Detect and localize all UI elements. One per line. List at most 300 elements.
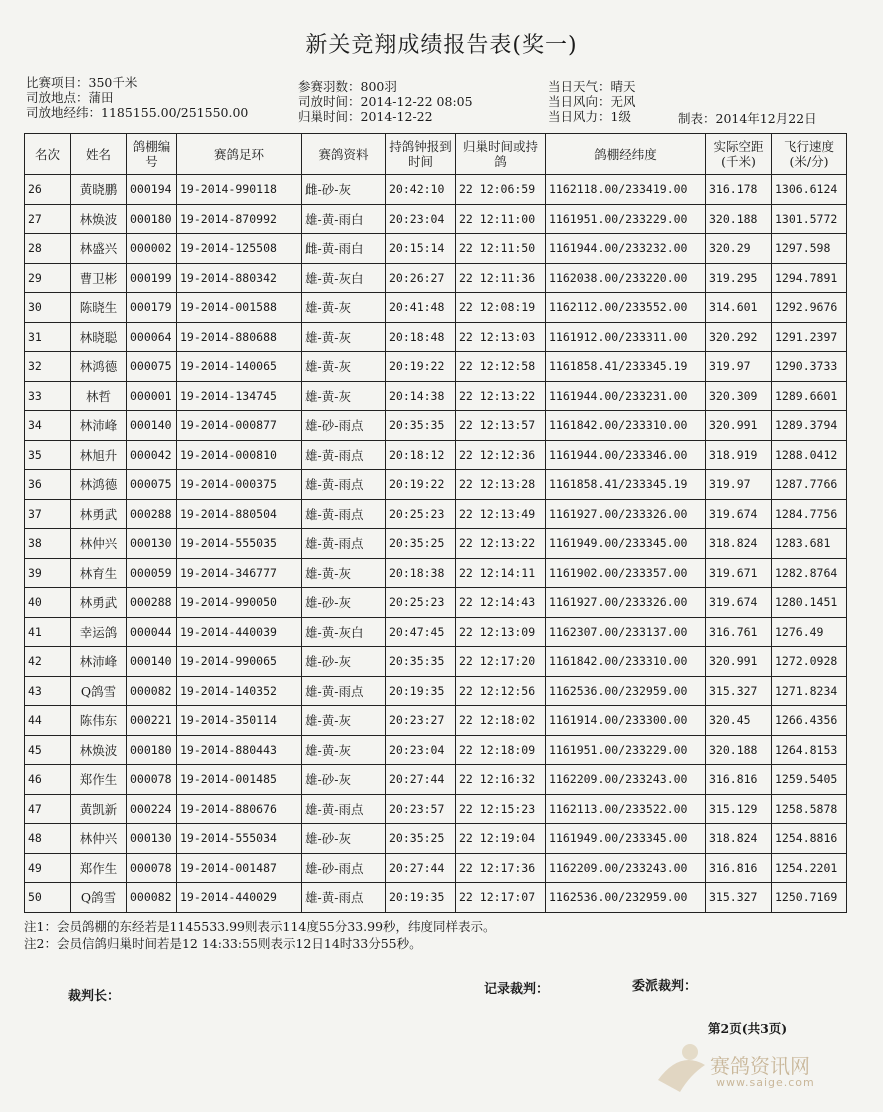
cell-loft-no: 000064 — [127, 322, 177, 352]
cell-clock-time: 20:35:35 — [386, 647, 456, 677]
cell-return-time: 22 12:17:07 — [456, 883, 546, 913]
table-row — [25, 204, 847, 234]
cell-distance: 316.816 — [706, 853, 772, 883]
cell-loft-no: 000078 — [127, 765, 177, 795]
cell-speed: 1301.5772 — [772, 204, 847, 234]
cell-distance: 320.292 — [706, 322, 772, 352]
cell-return-time: 22 12:13:22 — [456, 381, 546, 411]
cell-bird-info: 雄-黄-雨点 — [302, 883, 386, 913]
info-release-site: 司放地点：蒲田 — [26, 90, 114, 105]
cell-ring: 19-2014-001487 — [177, 853, 302, 883]
cell-speed: 1287.7766 — [772, 470, 847, 500]
cell-distance: 319.671 — [706, 558, 772, 588]
col-distance: 实际空距(千米) — [706, 134, 772, 175]
table-row — [25, 558, 847, 588]
cell-loft-no: 000059 — [127, 558, 177, 588]
cell-distance: 318.824 — [706, 824, 772, 854]
cell-bird-info: 雄-砂-灰 — [302, 765, 386, 795]
table-row — [25, 765, 847, 795]
cell-loft-no: 000082 — [127, 883, 177, 913]
cell-distance: 320.188 — [706, 204, 772, 234]
cell-coords: 1162038.00/233220.00 — [546, 263, 706, 293]
cell-rank: 49 — [25, 853, 71, 883]
cell-bird-info: 雄-砂-灰 — [302, 647, 386, 677]
cell-coords: 1161944.00/233232.00 — [546, 234, 706, 264]
cell-loft-no: 000130 — [127, 529, 177, 559]
cell-coords: 1161914.00/233300.00 — [546, 706, 706, 736]
cell-bird-info: 雄-黄-灰白 — [302, 617, 386, 647]
cell-coords: 1161944.00/233346.00 — [546, 440, 706, 470]
cell-clock-time: 20:19:22 — [386, 470, 456, 500]
cell-coords: 1161912.00/233311.00 — [546, 322, 706, 352]
table-row — [25, 440, 847, 470]
cell-name: 林仲兴 — [71, 529, 127, 559]
cell-speed: 1292.9676 — [772, 293, 847, 323]
col-ring: 赛鸽足环 — [177, 134, 302, 175]
cell-name: 郑作生 — [71, 853, 127, 883]
cell-name: 陈伟东 — [71, 706, 127, 736]
cell-bird-info: 雄-黄-灰 — [302, 381, 386, 411]
cell-loft-no: 000288 — [127, 588, 177, 618]
cell-coords: 1161949.00/233345.00 — [546, 529, 706, 559]
info-return-time: 归巢时间：2014-12-22 — [298, 109, 433, 124]
cell-distance: 319.97 — [706, 470, 772, 500]
cell-ring: 19-2014-880443 — [177, 735, 302, 765]
cell-return-time: 22 12:12:56 — [456, 676, 546, 706]
cell-bird-info: 雄-黄-灰 — [302, 352, 386, 382]
cell-return-time: 22 12:13:22 — [456, 529, 546, 559]
cell-rank: 41 — [25, 617, 71, 647]
cell-bird-info: 雄-黄-雨点 — [302, 440, 386, 470]
cell-ring: 19-2014-350114 — [177, 706, 302, 736]
cell-rank: 47 — [25, 794, 71, 824]
cell-name: 林沛峰 — [71, 647, 127, 677]
cell-return-time: 22 12:13:28 — [456, 470, 546, 500]
cell-clock-time: 20:18:12 — [386, 440, 456, 470]
cell-ring: 19-2014-346777 — [177, 558, 302, 588]
cell-bird-info: 雄-黄-灰 — [302, 735, 386, 765]
cell-clock-time: 20:41:48 — [386, 293, 456, 323]
cell-distance: 320.45 — [706, 706, 772, 736]
cell-speed: 1266.4356 — [772, 706, 847, 736]
cell-speed: 1288.0412 — [772, 440, 847, 470]
col-loft-no: 鸽棚编号 — [127, 134, 177, 175]
cell-name: 林沛峰 — [71, 411, 127, 441]
cell-rank: 34 — [25, 411, 71, 441]
cell-clock-time: 20:18:38 — [386, 558, 456, 588]
info-weather: 当日天气：晴天 — [548, 79, 636, 94]
table-header-row — [25, 134, 847, 175]
cell-speed: 1271.8234 — [772, 676, 847, 706]
cell-ring: 19-2014-990065 — [177, 647, 302, 677]
cell-distance: 320.309 — [706, 381, 772, 411]
cell-name: 幸运鸽 — [71, 617, 127, 647]
cell-rank: 43 — [25, 676, 71, 706]
cell-name: 郑作生 — [71, 765, 127, 795]
note-1: 注1：会员鸽棚的东经若是1145533.99则表示114度55分33.99秒，纬度同样表示。 — [24, 919, 496, 934]
watermark-url: www.saige.com — [716, 1076, 815, 1089]
cell-bird-info: 雄-黄-雨点 — [302, 676, 386, 706]
cell-bird-info: 雌-砂-灰 — [302, 175, 386, 205]
table-row — [25, 883, 847, 913]
cell-return-time: 22 12:15:23 — [456, 794, 546, 824]
cell-rank: 42 — [25, 647, 71, 677]
cell-rank: 31 — [25, 322, 71, 352]
cell-loft-no: 000180 — [127, 204, 177, 234]
cell-loft-no: 000042 — [127, 440, 177, 470]
cell-ring: 19-2014-140352 — [177, 676, 302, 706]
cell-name: 黄晓鹏 — [71, 175, 127, 205]
cell-rank: 32 — [25, 352, 71, 382]
cell-clock-time: 20:23:27 — [386, 706, 456, 736]
results-table — [24, 133, 847, 913]
info-event: 比赛项目：350千米 — [26, 75, 138, 90]
cell-ring: 19-2014-990118 — [177, 175, 302, 205]
cell-bird-info: 雄-砂-雨点 — [302, 853, 386, 883]
col-return-time: 归巢时间或持鸽 — [456, 134, 546, 175]
cell-rank: 29 — [25, 263, 71, 293]
cell-speed: 1276.49 — [772, 617, 847, 647]
cell-name: 林盛兴 — [71, 234, 127, 264]
col-name: 姓名 — [71, 134, 127, 175]
cell-ring: 19-2014-134745 — [177, 381, 302, 411]
cell-clock-time: 20:42:10 — [386, 175, 456, 205]
cell-clock-time: 20:19:35 — [386, 676, 456, 706]
cell-coords: 1161902.00/233357.00 — [546, 558, 706, 588]
cell-speed: 1290.3733 — [772, 352, 847, 382]
cell-speed: 1294.7891 — [772, 263, 847, 293]
cell-loft-no: 000130 — [127, 824, 177, 854]
cell-loft-no: 000001 — [127, 381, 177, 411]
cell-distance: 315.327 — [706, 676, 772, 706]
cell-return-time: 22 12:19:04 — [456, 824, 546, 854]
cell-speed: 1254.2201 — [772, 853, 847, 883]
cell-ring: 19-2014-000810 — [177, 440, 302, 470]
cell-coords: 1162209.00/233243.00 — [546, 853, 706, 883]
recorder-signature-label: 记录裁判： — [484, 982, 550, 997]
cell-name: 林育生 — [71, 558, 127, 588]
cell-rank: 26 — [25, 175, 71, 205]
cell-ring: 19-2014-880342 — [177, 263, 302, 293]
cell-clock-time: 20:15:14 — [386, 234, 456, 264]
cell-ring: 19-2014-880676 — [177, 794, 302, 824]
cell-distance: 320.29 — [706, 234, 772, 264]
cell-distance: 314.601 — [706, 293, 772, 323]
cell-name: Q鸽雪 — [71, 676, 127, 706]
cell-coords: 1162536.00/232959.00 — [546, 883, 706, 913]
cell-distance: 318.824 — [706, 529, 772, 559]
cell-coords: 1162112.00/233552.00 — [546, 293, 706, 323]
cell-speed: 1289.6601 — [772, 381, 847, 411]
cell-distance: 320.188 — [706, 735, 772, 765]
table-row — [25, 470, 847, 500]
table-row — [25, 352, 847, 382]
cell-rank: 37 — [25, 499, 71, 529]
note-2: 注2：会员信鸽归巢时间若是12 14:33:55则表示12日14时33分55秒。 — [24, 936, 422, 951]
cell-coords: 1161927.00/233326.00 — [546, 588, 706, 618]
info-right — [548, 79, 636, 124]
cell-rank: 28 — [25, 234, 71, 264]
cell-rank: 35 — [25, 440, 71, 470]
page-number: 第2页(共3页) — [708, 1021, 788, 1036]
cell-clock-time: 20:19:22 — [386, 352, 456, 382]
table-row — [25, 588, 847, 618]
cell-return-time: 22 12:06:59 — [456, 175, 546, 205]
table-row — [25, 794, 847, 824]
cell-loft-no: 000075 — [127, 470, 177, 500]
cell-name: 林鸿德 — [71, 470, 127, 500]
cell-ring: 19-2014-880688 — [177, 322, 302, 352]
cell-speed: 1306.6124 — [772, 175, 847, 205]
cell-speed: 1254.8816 — [772, 824, 847, 854]
cell-clock-time: 20:27:44 — [386, 765, 456, 795]
cell-speed: 1280.1451 — [772, 588, 847, 618]
cell-ring: 19-2014-001485 — [177, 765, 302, 795]
cell-rank: 40 — [25, 588, 71, 618]
cell-rank: 46 — [25, 765, 71, 795]
cell-clock-time: 20:19:35 — [386, 883, 456, 913]
cell-bird-info: 雄-黄-灰 — [302, 558, 386, 588]
cell-loft-no: 000082 — [127, 676, 177, 706]
cell-return-time: 22 12:16:32 — [456, 765, 546, 795]
cell-clock-time: 20:25:23 — [386, 499, 456, 529]
cell-return-time: 22 12:11:50 — [456, 234, 546, 264]
cell-bird-info: 雄-砂-雨点 — [302, 411, 386, 441]
cell-clock-time: 20:47:45 — [386, 617, 456, 647]
table-row — [25, 647, 847, 677]
cell-clock-time: 20:14:38 — [386, 381, 456, 411]
cell-speed: 1291.2397 — [772, 322, 847, 352]
cell-distance: 319.97 — [706, 352, 772, 382]
cell-coords: 1162536.00/232959.00 — [546, 676, 706, 706]
cell-clock-time: 20:23:57 — [386, 794, 456, 824]
watermark-name: 赛鸽资讯网 — [710, 1054, 810, 1078]
cell-name: 曹卫彬 — [71, 263, 127, 293]
cell-name: 林勇武 — [71, 499, 127, 529]
cell-bird-info: 雄-砂-灰 — [302, 588, 386, 618]
cell-rank: 48 — [25, 824, 71, 854]
cell-speed: 1264.8153 — [772, 735, 847, 765]
cell-distance: 316.761 — [706, 617, 772, 647]
cell-distance: 315.327 — [706, 883, 772, 913]
cell-distance: 320.991 — [706, 411, 772, 441]
cell-coords: 1161927.00/233326.00 — [546, 499, 706, 529]
table-row — [25, 706, 847, 736]
cell-clock-time: 20:18:48 — [386, 322, 456, 352]
cell-bird-info: 雄-黄-雨点 — [302, 499, 386, 529]
cell-rank: 45 — [25, 735, 71, 765]
cell-distance: 318.919 — [706, 440, 772, 470]
table-row — [25, 322, 847, 352]
cell-bird-info: 雄-黄-雨白 — [302, 204, 386, 234]
table-row — [25, 263, 847, 293]
cell-name: 林勇武 — [71, 588, 127, 618]
cell-coords: 1161944.00/233231.00 — [546, 381, 706, 411]
cell-clock-time: 20:23:04 — [386, 735, 456, 765]
info-mid — [298, 79, 473, 124]
cell-return-time: 22 12:13:09 — [456, 617, 546, 647]
info-wind-direction: 当日风向：无风 — [548, 94, 636, 109]
cell-coords: 1162307.00/233137.00 — [546, 617, 706, 647]
cell-distance: 315.129 — [706, 794, 772, 824]
cell-name: Q鸽雪 — [71, 883, 127, 913]
table-row — [25, 853, 847, 883]
cell-coords: 1161842.00/233310.00 — [546, 411, 706, 441]
cell-distance: 316.178 — [706, 175, 772, 205]
table-row — [25, 617, 847, 647]
cell-return-time: 22 12:13:57 — [456, 411, 546, 441]
cell-distance: 319.674 — [706, 588, 772, 618]
table-row — [25, 529, 847, 559]
cell-distance: 319.295 — [706, 263, 772, 293]
cell-bird-info: 雌-黄-雨白 — [302, 234, 386, 264]
col-coords: 鸽棚经纬度 — [546, 134, 706, 175]
cell-bird-info: 雄-黄-灰 — [302, 706, 386, 736]
cell-bird-info: 雄-黄-雨点 — [302, 794, 386, 824]
cell-clock-time: 20:23:04 — [386, 204, 456, 234]
cell-ring: 19-2014-125508 — [177, 234, 302, 264]
cell-name: 林焕波 — [71, 735, 127, 765]
cell-bird-info: 雄-黄-灰 — [302, 322, 386, 352]
cell-return-time: 22 12:17:20 — [456, 647, 546, 677]
cell-return-time: 22 12:11:00 — [456, 204, 546, 234]
cell-return-time: 22 12:18:02 — [456, 706, 546, 736]
cell-speed: 1259.5405 — [772, 765, 847, 795]
cell-return-time: 22 12:18:09 — [456, 735, 546, 765]
cell-loft-no: 000179 — [127, 293, 177, 323]
cell-coords: 1162209.00/233243.00 — [546, 765, 706, 795]
cell-speed: 1283.681 — [772, 529, 847, 559]
cell-name: 黄凯新 — [71, 794, 127, 824]
cell-loft-no: 000194 — [127, 175, 177, 205]
table-row — [25, 824, 847, 854]
col-speed: 飞行速度(米/分) — [772, 134, 847, 175]
cell-rank: 36 — [25, 470, 71, 500]
cell-clock-time: 20:27:44 — [386, 853, 456, 883]
cell-rank: 39 — [25, 558, 71, 588]
col-clock-time: 持鸽钟报到时间 — [386, 134, 456, 175]
cell-speed: 1250.7169 — [772, 883, 847, 913]
col-bird-info: 赛鸽资料 — [302, 134, 386, 175]
info-entries: 参赛羽数：800羽 — [298, 79, 397, 94]
cell-loft-no: 000221 — [127, 706, 177, 736]
cell-distance: 319.674 — [706, 499, 772, 529]
cell-name: 林鸿德 — [71, 352, 127, 382]
cell-ring: 19-2014-870992 — [177, 204, 302, 234]
cell-clock-time: 20:25:23 — [386, 588, 456, 618]
cell-return-time: 22 12:17:36 — [456, 853, 546, 883]
cell-speed: 1289.3794 — [772, 411, 847, 441]
cell-clock-time: 20:35:25 — [386, 824, 456, 854]
cell-ring: 19-2014-555034 — [177, 824, 302, 854]
cell-loft-no: 000180 — [127, 735, 177, 765]
table-row — [25, 676, 847, 706]
appointed-signature-label: 委派裁判： — [632, 979, 698, 994]
cell-coords: 1161951.00/233229.00 — [546, 204, 706, 234]
cell-loft-no: 000199 — [127, 263, 177, 293]
info-release-time: 司放时间：2014-12-22 08:05 — [298, 94, 473, 109]
cell-rank: 30 — [25, 293, 71, 323]
table-maker-date: 制表：2014年12月22日 — [678, 111, 817, 126]
cell-return-time: 22 12:12:36 — [456, 440, 546, 470]
table-row — [25, 293, 847, 323]
cell-ring: 19-2014-440039 — [177, 617, 302, 647]
cell-loft-no: 000140 — [127, 647, 177, 677]
cell-loft-no: 000288 — [127, 499, 177, 529]
cell-rank: 38 — [25, 529, 71, 559]
cell-speed: 1258.5878 — [772, 794, 847, 824]
info-wind-force: 当日风力：1级 — [548, 109, 631, 124]
col-rank: 名次 — [25, 134, 71, 175]
table-row — [25, 381, 847, 411]
cell-return-time: 22 12:13:49 — [456, 499, 546, 529]
cell-ring: 19-2014-440029 — [177, 883, 302, 913]
cell-bird-info: 雄-砂-灰 — [302, 824, 386, 854]
cell-loft-no: 000075 — [127, 352, 177, 382]
cell-bird-info: 雄-黄-灰 — [302, 293, 386, 323]
cell-return-time: 22 12:11:36 — [456, 263, 546, 293]
cell-ring: 19-2014-000877 — [177, 411, 302, 441]
cell-ring: 19-2014-000375 — [177, 470, 302, 500]
cell-rank: 27 — [25, 204, 71, 234]
notes — [24, 918, 496, 952]
cell-distance: 320.991 — [706, 647, 772, 677]
info-left — [26, 75, 248, 120]
table-row — [25, 499, 847, 529]
cell-name: 林晓聪 — [71, 322, 127, 352]
cell-coords: 1161949.00/233345.00 — [546, 824, 706, 854]
cell-loft-no: 000002 — [127, 234, 177, 264]
cell-ring: 19-2014-555035 — [177, 529, 302, 559]
cell-ring: 19-2014-140065 — [177, 352, 302, 382]
cell-bird-info: 雄-黄-雨点 — [302, 529, 386, 559]
table-row — [25, 175, 847, 205]
cell-name: 林焕波 — [71, 204, 127, 234]
cell-speed: 1282.8764 — [772, 558, 847, 588]
cell-speed: 1297.598 — [772, 234, 847, 264]
cell-distance: 316.816 — [706, 765, 772, 795]
cell-loft-no: 000224 — [127, 794, 177, 824]
cell-ring: 19-2014-990050 — [177, 588, 302, 618]
cell-bird-info: 雄-黄-雨点 — [302, 470, 386, 500]
info-release-coords: 司放地经纬：1185155.00/251550.00 — [26, 105, 249, 120]
cell-coords: 1161842.00/233310.00 — [546, 647, 706, 677]
cell-coords: 1161858.41/233345.19 — [546, 352, 706, 382]
cell-loft-no: 000140 — [127, 411, 177, 441]
cell-loft-no: 000078 — [127, 853, 177, 883]
cell-name: 林旭升 — [71, 440, 127, 470]
cell-coords: 1161858.41/233345.19 — [546, 470, 706, 500]
cell-speed: 1284.7756 — [772, 499, 847, 529]
cell-return-time: 22 12:14:11 — [456, 558, 546, 588]
judge-signature-label: 裁判长： — [68, 989, 121, 1004]
table-row — [25, 234, 847, 264]
cell-name: 林哲 — [71, 381, 127, 411]
cell-name: 陈晓生 — [71, 293, 127, 323]
table-row — [25, 411, 847, 441]
cell-clock-time: 20:35:35 — [386, 411, 456, 441]
cell-speed: 1272.0928 — [772, 647, 847, 677]
cell-coords: 1162113.00/233522.00 — [546, 794, 706, 824]
cell-return-time: 22 12:12:58 — [456, 352, 546, 382]
cell-return-time: 22 12:14:43 — [456, 588, 546, 618]
cell-bird-info: 雄-黄-灰白 — [302, 263, 386, 293]
cell-ring: 19-2014-001588 — [177, 293, 302, 323]
cell-clock-time: 20:26:27 — [386, 263, 456, 293]
cell-loft-no: 000044 — [127, 617, 177, 647]
cell-return-time: 22 12:13:03 — [456, 322, 546, 352]
cell-coords: 1162118.00/233419.00 — [546, 175, 706, 205]
